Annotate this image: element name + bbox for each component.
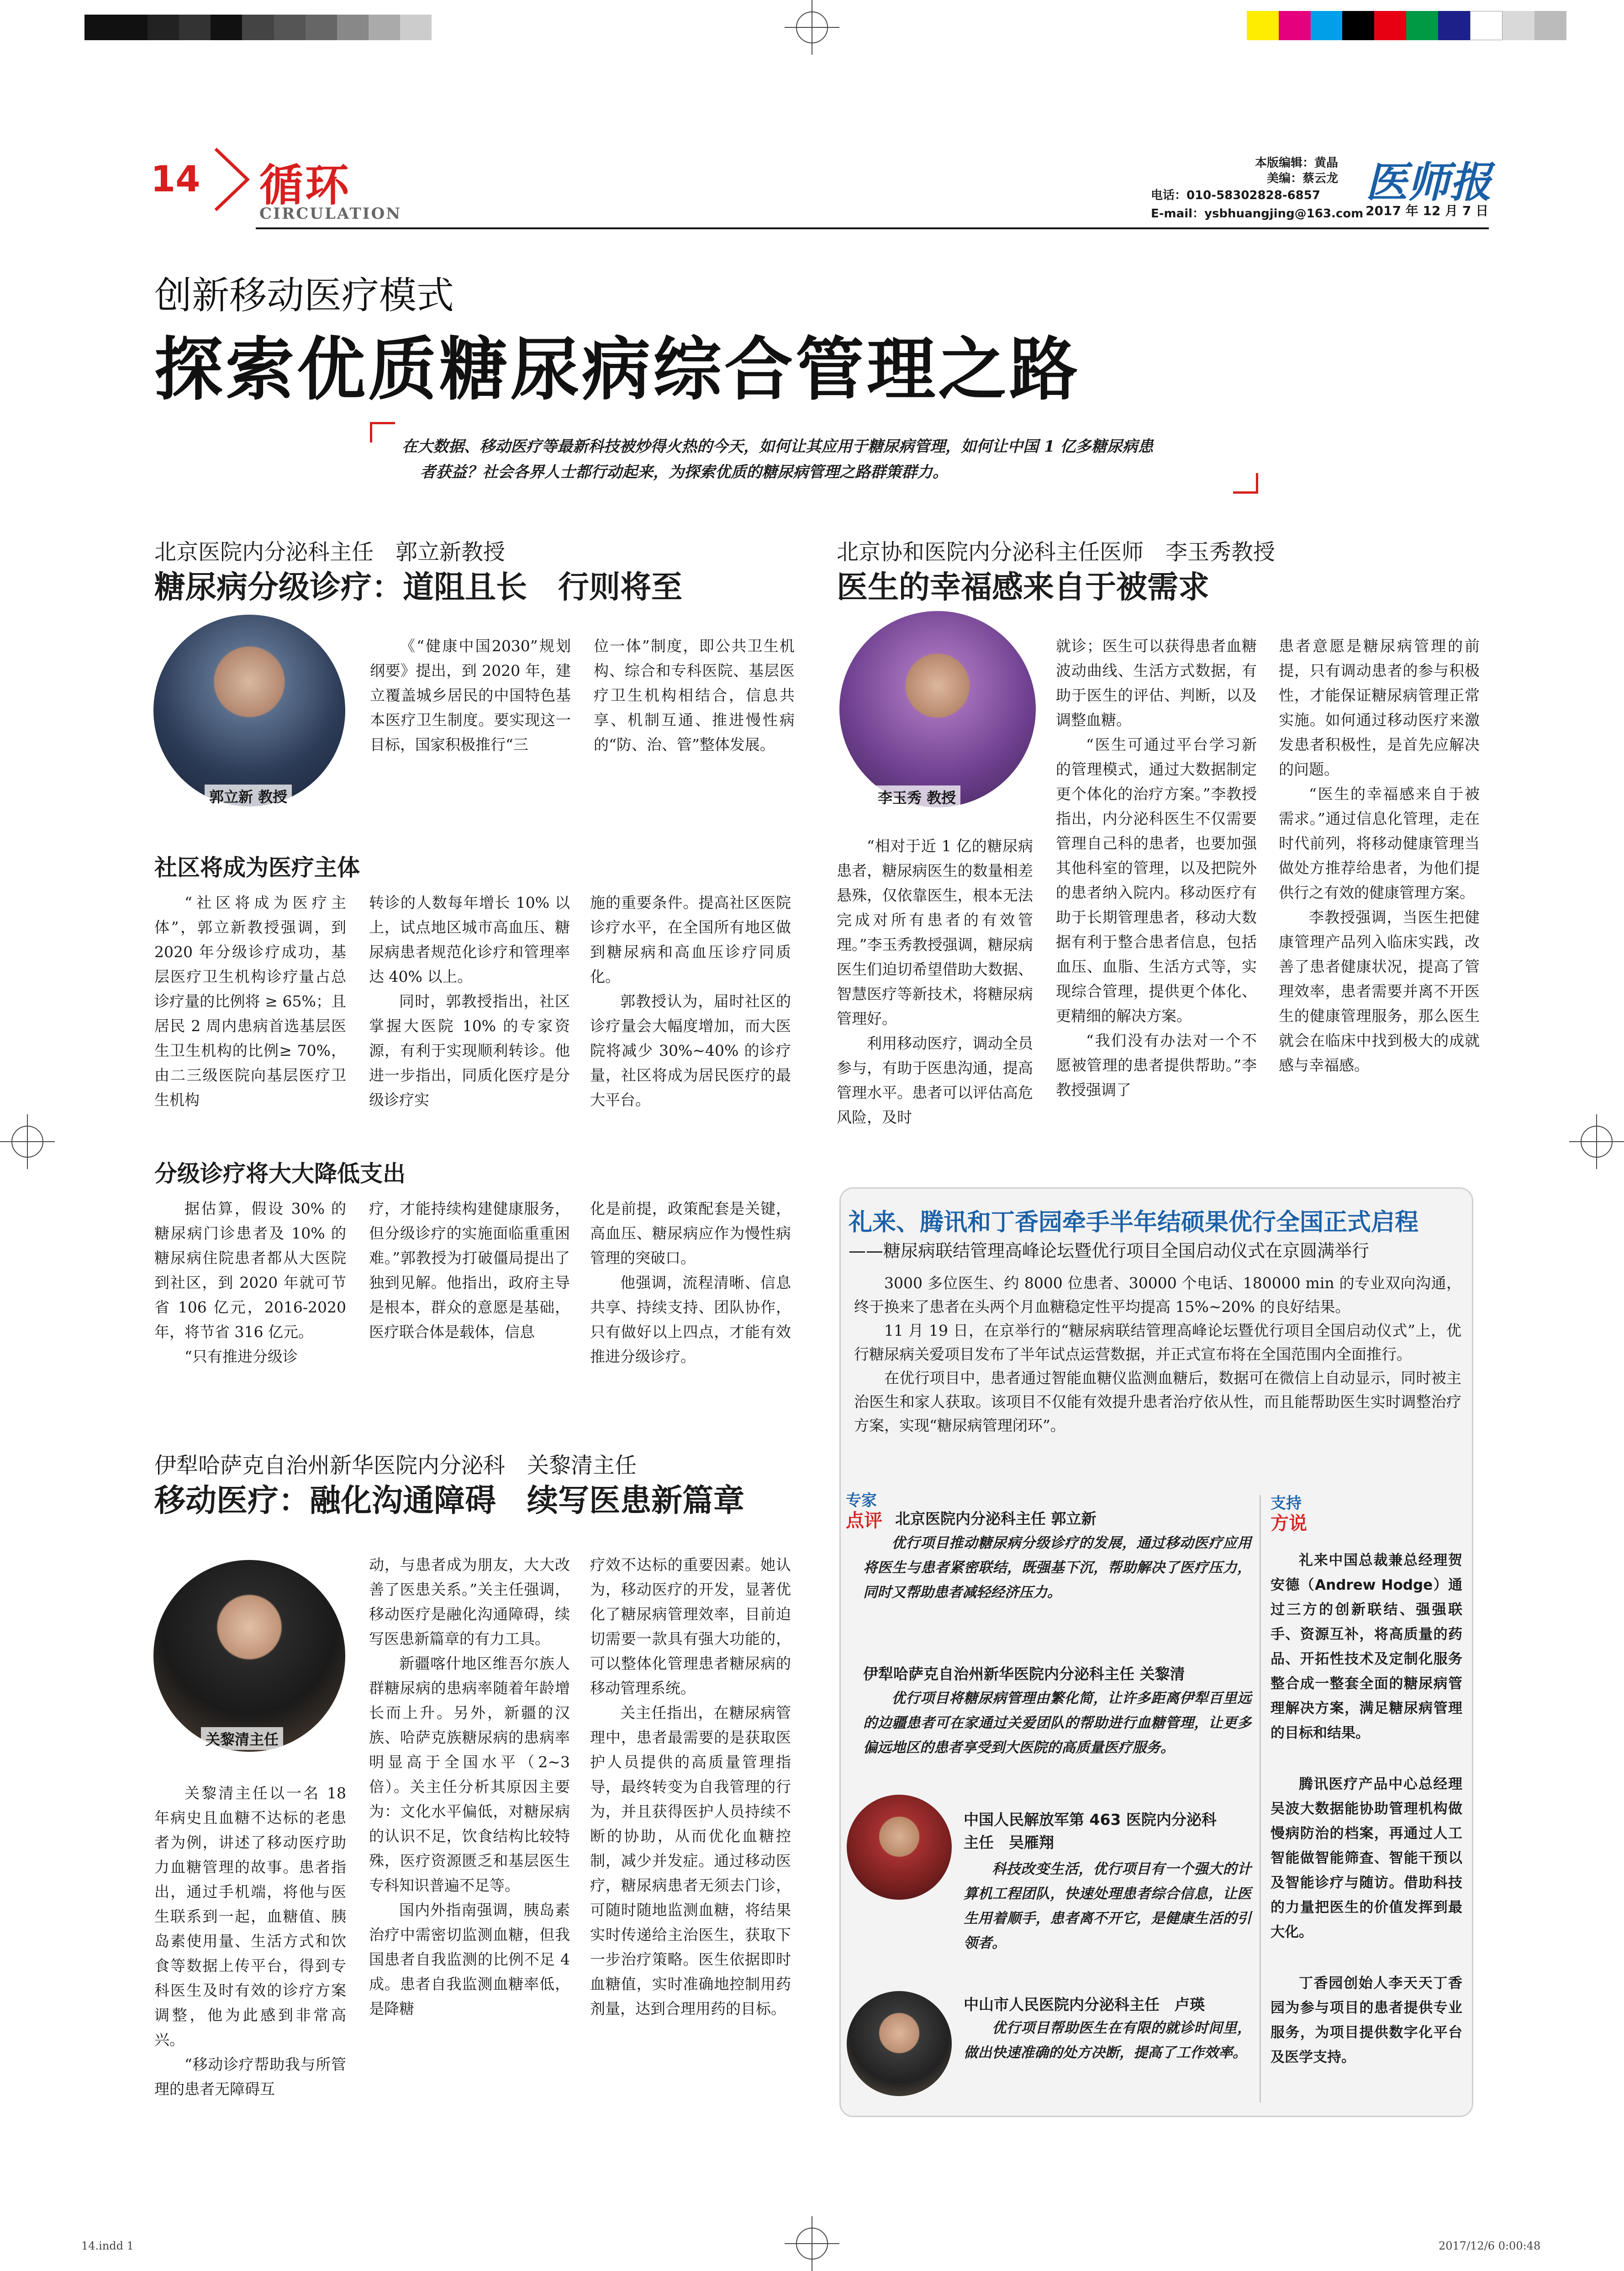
avatar-li-caption: 李玉秀 教授 bbox=[873, 785, 960, 808]
print-density-bar bbox=[84, 15, 432, 40]
supporter-label: 支持 方说 bbox=[1271, 1494, 1307, 1534]
masthead-logo: 医师报 bbox=[1366, 158, 1492, 207]
registration-mark-left bbox=[0, 1114, 55, 1169]
guo-intro-col2: 位一体”制度，即公共卫生机构、综合和专科医院、基层医疗卫生机构相结合，信息共享、机制互通、推进慢性病的“防、治、管”整体发展。 bbox=[594, 637, 795, 753]
expert-2-name: 伊犁哈萨克自治州新华医院内分泌科主任 关黎清 bbox=[863, 1665, 1185, 1683]
guo-s2-col1: 据估算，假设 30% 的糖尿病门诊患者及 10% 的糖尿病住院患者都从大医院到社区，到 2020 年就可节省 106 亿元，2016-2020 年，将节省 316 亿元。 “只有推进分级诊 bbox=[154, 1200, 346, 1365]
expert-comment-label: 专家 点评 bbox=[846, 1491, 882, 1531]
avatar-guo bbox=[153, 615, 345, 806]
li-col2: 就诊；医生可以获得患者血糖波动曲线、生活方式数据，有助于医生的评估、判断，以及调整血糖。 “医生可通过平台学习新的管理模式，通过大数据制定更个体化的治疗方案。”李教授指出，内分泌科医生不仅需要管理自己科的患者，也要加强其他科室的管理，以及把院外的患者纳入院内。移动医疗有助于长期管理患者，移动大数据有利于整合患者信息，包括血压、血脂、生活方式等，实现综合管理，提供更个体化、更精细的解决方案。 “我们没有办法对一个不愿被管理的患者提供帮助。”李教授强调了 bbox=[1056, 637, 1257, 1099]
expert-3-name: 中国人民解放军第 463 医院内分泌科 主任 吴雁翔 bbox=[964, 1811, 1217, 1851]
issue-date: 2017 年 12 月 7 日 bbox=[1366, 203, 1489, 218]
expert-4-name: 中山市人民医院内分泌科主任 卢瑛 bbox=[964, 1996, 1205, 2013]
article-guo-byline: 北京医院内分泌科主任 郭立新教授 bbox=[154, 539, 506, 565]
avatar-guo-caption: 郭立新 教授 bbox=[205, 785, 292, 807]
avatar-guan bbox=[153, 1560, 345, 1752]
headline-title: 探索优质糖尿病综合管理之路 bbox=[154, 330, 1081, 410]
registration-mark-right bbox=[1569, 1114, 1624, 1169]
li-col3: 患者意愿是糖尿病管理的前提，只有调动患者的参与积极性，才能保证糖尿病管理正常实施。如何通过移动医疗来激发患者积极性，是首先应解决的问题。 “医生的幸福感来自于被需求。”通过信息化管理，走在时代前列，将移动健康管理当做处方推荐给患者，为他们提供行之有效的健康管理方案。 李教授强调，当医生把健康管理产品列入临床实践，改善了患者健康状况，提高了管理效率，患者需要并离不开医生的健康管理服务，那么医生就会在临床中找到极大的成就感与幸福感。 bbox=[1279, 637, 1480, 1074]
lead-bracket-left bbox=[370, 422, 395, 443]
header-contact: 电话：010-58302828-6857 E-mail：ysbhuangjing@163.com bbox=[1151, 189, 1364, 221]
article-guan-title: 移动医疗：融化沟通障碍 续写医患新篇章 bbox=[154, 1483, 745, 1519]
headline-kicker: 创新移动医疗模式 bbox=[154, 274, 454, 317]
guo-s2-col3: 化是前提，政策配套是关键，高血压、糖尿病应作为慢性病管理的突破口。 他强调，流程清晰、信息共享、持续支持、团队协作，只有做好以上四点，才能有效推进分级诊疗。 bbox=[590, 1200, 791, 1365]
guo-subhead-1: 社区将成为医疗主体 bbox=[154, 854, 360, 881]
guo-s2-col2: 疗，才能持续构建健康服务，但分级诊疗的实施面临重重困难。”郭教授为打破僵局提出了独到见解。他指出，政府主导是根本，群众的意愿是基础，医疗联合体是载体，信息 bbox=[369, 1200, 570, 1341]
news-box-title: 礼来、腾讯和丁香园牵手半年结硕果优行全国正式启程 bbox=[849, 1209, 1419, 1236]
guo-intro-col1: 《“健康中国2030”规划纲要》提出，到 2020 年，建立覆盖城乡居民的中国特色基本医疗卫生制度。要实现这一目标，国家积极推行“三 bbox=[370, 637, 571, 753]
guo-s1-col2: 转诊的人数每年增长 10% 以上，试点地区城市高血压、糖尿病患者规范化诊疗和管理率达 40% 以上。 同时，郭教授指出，社区掌握大医院 10% 的专家资源，有利于实现顺利转诊。他进一步指出，同质化医疗是分级诊疗实 bbox=[369, 894, 570, 1109]
print-color-bar bbox=[1247, 11, 1566, 40]
guo-s1-col3: 施的重要条件。提高社区医院诊疗水平，在全国所有地区做到糖尿病和高血压诊疗同质化。 郭教授认为，届时社区的诊疗量会大幅度增加，而大医院将减少 30%~40% 的诊疗量，社区将成为居民医疗的最大平台。 bbox=[590, 894, 791, 1109]
news-box-body: 3000 多位医生、约 8000 位患者、30000 个电话、180000 min 的专业双向沟通，终于换来了患者在头两个月血糖稳定性平均提高 15%~20% 的良好结果。 11 月 19 日，在京举行的“糖尿病联结管理高峰论坛暨优行项目全国启动仪式”上，优行糖尿病关爱项目发布了半年试点运营数据，并正式宣布将在全国范围内全面推行。 在优行项目中，患者通过智能血糖仪监测血糖后，数据可在微信上自动显示，同时被主治医生和家人获取。该项目不仅能有效提升患者治疗依从性，而且能帮助医生实时调整治疗方案，实现“糖尿病管理闭环”。 bbox=[854, 1274, 1461, 1434]
chevron-right-icon bbox=[211, 145, 252, 214]
supporter-1: 礼来中国总裁兼总经理贺安德（Andrew Hodge）通过三方的创新联结、强强联手、资源互补，将高质量的药品、开拓性技术及定制化服务整合成一整套全面的糖尿病管理解决方案，满足糖尿病管理的目标和结果。 bbox=[1271, 1552, 1462, 1741]
supporter-2: 腾讯医疗产品中心总经理吴波大数据能协助管理机构做慢病防治的档案，再通过人工智能做智能筛查、智能干预以及智能诊疗与随访。借助科技的力量把医生的价值发挥到最大化。 bbox=[1271, 1776, 1463, 1940]
avatar-lu bbox=[847, 1991, 952, 2096]
guo-subhead-2: 分级诊疗将大大降低支出 bbox=[154, 1160, 406, 1187]
guo-s1-col1: “社区将成为医疗主体”，郭立新教授强调，到 2020 年分级诊疗成功，基层医疗卫生机构诊疗量占总诊疗量的比例将 ≥ 65%；且居民 2 周内患病首选基层医生卫生机构的比例≥ 70%，由二三级医院向基层医疗卫生机构 bbox=[154, 894, 346, 1109]
footer-timestamp: 2017/12/6 0:00:48 bbox=[1439, 2239, 1541, 2252]
guan-col2: 动，与患者成为朋友，大大改善了医患关系。”关主任强调，移动医疗是融化沟通障碍，续写医患新篇章的有力工具。 新疆喀什地区维吾尔族人群糖尿病的患病率随着年龄增长而上升。另外，新疆的汉族、哈萨克族糖尿病的患病率明显高于全国水平（2~3 倍）。关主任分析其原因主要为：文化水平偏低，对糖尿病的认识不足，饮食结构比较特殊，医疗资源匮乏和基层医生专科知识普遍不足等。 国内外指南强调，胰岛素治疗中需密切监测血糖，但我国患者自我监测的比例不足 4 成。患者自我监测血糖率低，是降糖 bbox=[369, 1556, 570, 2018]
footer-file: 14.indd 1 bbox=[81, 2239, 134, 2252]
expert-1-text: 优行项目推动糖尿病分级诊疗的发展，通过移动医疗应用将医生与患者紧密联结，既强基下沉，帮助解决了医疗压力，同时又帮助患者减轻经济压力。 bbox=[863, 1535, 1251, 1601]
expert-2-text: 优行项目将糖尿病管理由繁化简，让许多距离伊犁百里远的边疆患者可在家通过关爱团队的帮助进行血糖管理，让更多偏远地区的患者享受到大医院的高质量医疗服务。 bbox=[863, 1690, 1251, 1756]
section-title: 循环 bbox=[259, 160, 351, 211]
guan-col3: 疗效不达标的重要因素。她认为，移动医疗的开发，显著优化了糖尿病管理效率，目前迫切需要一款具有强大功能的，可以整体化管理患者糖尿病的移动管理系统。 关主任指出，在糖尿病管理中，患者最需要的是获取医护人员提供的高质量管理指导，最终转变为自我管理的行为，并且获得医护人员持续不断的协助，从而优化血糖控制，减少并发症。通过移动医疗，糖尿病患者无须去门诊，可随时随地监测血糖，将结果实时传递给主治医生，获取下一步治疗策略。医生依据即时血糖值，实时准确地控制用药剂量，达到合理用药的目标。 bbox=[590, 1556, 791, 2018]
supporter-3: 丁香园创始人李天天丁香园为参与项目的患者提供专业服务，为项目提供数字化平台及医学支持。 bbox=[1271, 1975, 1463, 2066]
expert-1-name: 北京医院内分泌科主任 郭立新 bbox=[895, 1510, 1097, 1528]
article-li-byline: 北京协和医院内分泌科主任医师 李玉秀教授 bbox=[837, 539, 1276, 565]
expert-4-text: 优行项目帮助医生在有限的就诊时间里，做出快速准确的处方决断，提高了工作效率。 bbox=[964, 2020, 1251, 2061]
li-col1: “相对于近 1 亿的糖尿病患者，糖尿病医生的数量相差悬殊，仅依靠医生，根本无法完成对所有患者的有效管理。”李玉秀教授强调，糖尿病医生们迫切希望借助大数据、智慧医疗等新技术，将糖尿病管理好。 利用移动医疗，调动全员参与，有助于医患沟通，提高管理水平。患者可以评估高危风险，及时 bbox=[837, 837, 1033, 1126]
header-rule bbox=[256, 227, 1489, 229]
expert-3-text: 科技改变生活，优行项目有一个强大的计算机工程团队，快速处理患者综合信息，让医生用着顺手，患者离不开它，是健康生活的引领者。 bbox=[964, 1861, 1251, 1951]
registration-mark-top bbox=[785, 0, 839, 55]
page-number: 14 bbox=[151, 159, 200, 200]
support-divider bbox=[1260, 1495, 1261, 2102]
news-box-subtitle: ——糖尿病联结管理高峰论坛暨优行项目全国启动仪式在京圆满举行 bbox=[849, 1241, 1370, 1261]
article-li-title: 医生的幸福感来自于被需求 bbox=[837, 569, 1210, 606]
avatar-wu bbox=[847, 1795, 952, 1900]
article-guo-title: 糖尿病分级诊疗：道阻且长 行则将至 bbox=[154, 569, 683, 606]
lead-paragraph: 在大数据、移动医疗等最新科技被炒得火热的今天，如何让其应用于糖尿病管理，如何让中国 1 亿多糖尿病患 者获益？社会各界人士都行动起来，为探索优质的糖尿病管理之路群策群力。 bbox=[402, 437, 1154, 481]
section-title-en: CIRCULATION bbox=[259, 205, 402, 223]
registration-mark-bottom bbox=[785, 2216, 839, 2271]
avatar-guan-caption: 关黎清主任 bbox=[201, 1727, 283, 1750]
header-editor: 本版编辑：黄晶 美编：蔡云龙 bbox=[1255, 156, 1338, 185]
guan-col1: 关黎清主任以一名 18 年病史且血糖不达标的老患者为例，讲述了移动医疗助力血糖管理的故事。患者指出，通过手机端，将他与医生联系到一起，血糖值、胰岛素使用量、生活方式和饮食等数据上传平台，得到专科医生及时有效的诊疗方案调整，他为此感到非常高兴。 “移动诊疗帮助我与所管理的患者无障碍互 bbox=[154, 1784, 346, 2098]
article-guan-byline: 伊犁哈萨克自治州新华医院内分泌科 关黎清主任 bbox=[154, 1453, 637, 1478]
avatar-li bbox=[839, 611, 1036, 807]
